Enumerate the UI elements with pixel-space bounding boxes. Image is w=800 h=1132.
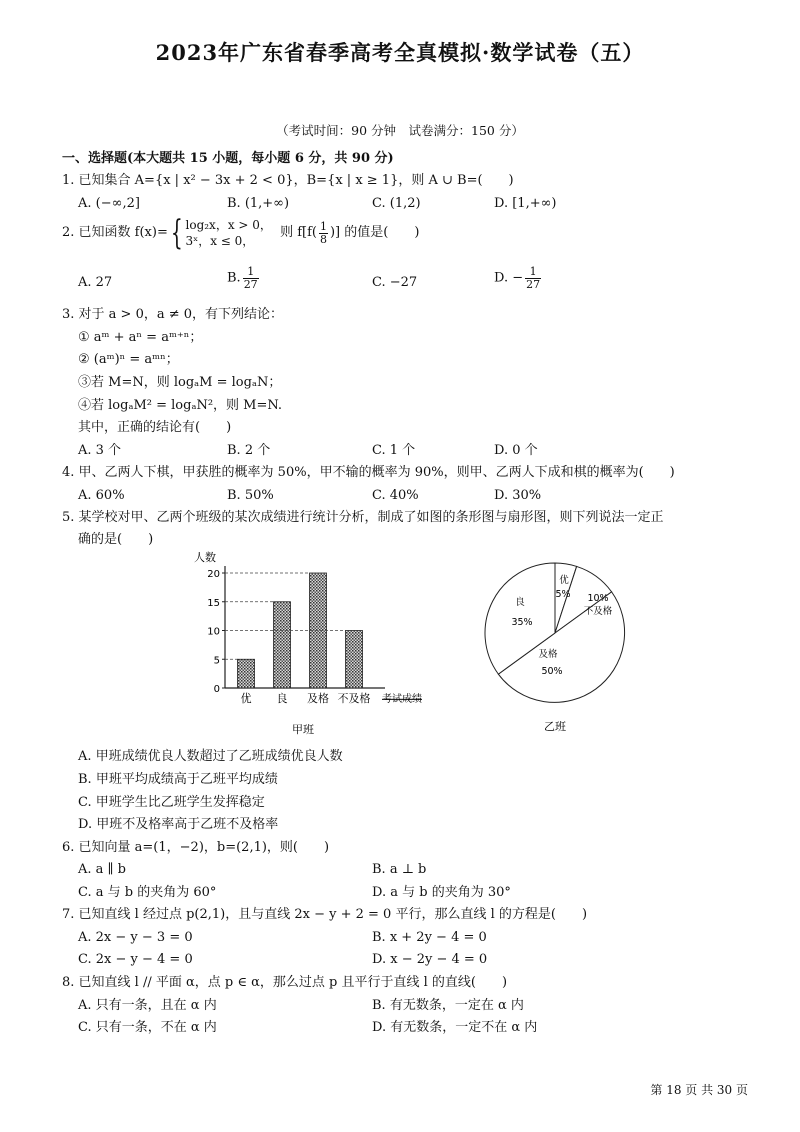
question-6-option-a: A. a ∥ b <box>78 862 126 877</box>
question-5-stem-line-2: 确的是( ) <box>78 532 154 547</box>
question-8-option-b: B. 有无数条，一定在 α 内 <box>372 998 524 1013</box>
question-1-option-c: C. (1,2) <box>372 196 421 211</box>
y-tick-label: 10 <box>207 626 220 638</box>
question-3-option-c: C. 1 个 <box>372 443 416 458</box>
question-3-item-4: ④若 logₐM² = logₐN²，则 M=N. <box>78 398 283 413</box>
question-2-stem <box>62 213 420 253</box>
pie-label-pass: 及格 <box>538 649 558 660</box>
bar-chart-title: 甲班 <box>292 723 314 736</box>
page-title: 2023年广东省春季高考全真模拟·数学试卷（五） <box>155 40 645 65</box>
question-8-option-d: D. 有无数条，一定不在 α 内 <box>372 1020 538 1035</box>
bar-优 <box>238 659 255 688</box>
y-tick-label: 20 <box>207 569 220 580</box>
question-1-option-d: D. [1,+∞) <box>494 196 557 211</box>
question-7-option-d: D. x − 2y − 4 = 0 <box>372 952 488 967</box>
question-6-option-d: D. a 与 b 的夹角为 30° <box>372 885 511 900</box>
question-8-option-c: C. 只有一条，不在 α 内 <box>78 1020 217 1035</box>
pie-label-good: 良 <box>515 597 525 608</box>
question-5-option-b: B. 甲班平均成绩高于乙班平均成绩 <box>78 772 278 787</box>
question-5-option-d: D. 甲班不及格率高于乙班不及格率 <box>78 817 279 832</box>
pie-label-good-pct: 35% <box>511 617 533 628</box>
question-2-mid: 则 f[f( <box>280 225 317 241</box>
question-1-option-a: A. (−∞,2] <box>78 196 140 211</box>
question-4-option-b: B. 50% <box>227 488 274 503</box>
bar-不及格 <box>346 631 363 689</box>
question-2-option-a: A. 27 <box>78 275 113 290</box>
question-2-prefix: 2. 已知函数 f(x)= <box>62 225 168 241</box>
x-tick-label: 优 <box>240 692 252 705</box>
exam-info: （考试时间：90 分钟 试卷满分：150 分） <box>276 123 524 138</box>
question-7-option-a: A. 2x − y − 3 = 0 <box>78 930 193 945</box>
question-5-option-c: C. 甲班学生比乙班学生发挥稳定 <box>78 795 265 810</box>
question-1-option-b: B. (1,+∞) <box>227 196 290 211</box>
pie-chart-title: 乙班 <box>544 720 566 733</box>
question-2-case-1: log₂x，x > 0， <box>185 217 272 232</box>
x-tick-label: 不及格 <box>337 692 371 705</box>
question-5-stem-line-1: 5. 某学校对甲、乙两个班级的某次成绩进行统计分析，制成了如图的条形图与扇形图，则下列说法一定正 <box>62 510 664 525</box>
section-title: 一、选择题(本大题共 15 小题，每小题 6 分，共 90 分) <box>62 151 394 166</box>
question-6-option-c: C. a 与 b 的夹角为 60° <box>78 885 217 900</box>
question-3-stem: 3. 对于 a > 0，a ≠ 0，有下列结论： <box>62 307 284 322</box>
question-2-cases <box>186 217 272 249</box>
pie-label-pass-pct: 50% <box>541 666 563 677</box>
y-tick-label: 5 <box>213 655 220 667</box>
question-7-stem: 7. 已知直线 l 经过点 p(2,1)，且与直线 2x − y + 2 = 0 平行，那么直线 l 的方程是( ) <box>62 907 588 922</box>
bar-chart-class-a <box>190 548 470 743</box>
page-number: 第 18 页 共 30 页 <box>650 1083 748 1097</box>
question-7-option-c: C. 2x − y − 4 = 0 <box>78 952 193 967</box>
question-6-option-b: B. a ⊥ b <box>372 862 427 877</box>
pie-label-fail-pct: 10% <box>587 593 609 604</box>
question-3-question: 其中，正确的结论有( ) <box>78 420 232 435</box>
question-3-item-1: ① aᵐ + aⁿ = aᵐ⁺ⁿ； <box>78 330 203 345</box>
question-2-option-b: B. $\frac{1}{27}$ <box>227 265 258 291</box>
question-8-option-a: A. 只有一条，且在 α 内 <box>78 998 217 1013</box>
question-1-stem: 1. 已知集合 A={x | x² − 3x + 2 < 0}，B={x | x ≥ 1}，则 A ∪ B=( ) <box>62 173 514 188</box>
y-tick-label: 15 <box>207 597 220 609</box>
pie-chart-class-b <box>478 553 648 748</box>
pie-label-excellent-pct: 5% <box>555 589 571 600</box>
question-4-option-c: C. 40% <box>372 488 419 503</box>
x-axis-label: 考试成绩 <box>382 694 422 705</box>
question-3-option-d: D. 0 个 <box>494 443 538 458</box>
question-2-suffix: )] 的值是( ) <box>329 225 420 241</box>
pie-label-fail: 不及格 <box>583 606 613 617</box>
question-3-option-b: B. 2 个 <box>227 443 271 458</box>
x-tick-label: 良 <box>276 692 288 705</box>
piecewise-brace-icon: { <box>170 213 183 253</box>
question-2-case-2: 3ˣ，x ≤ 0， <box>185 234 255 248</box>
question-3-item-2: ② (aᵐ)ⁿ = aᵐⁿ； <box>78 352 179 367</box>
y-tick-label: 0 <box>213 684 220 695</box>
question-4-stem: 4. 甲、乙两人下棋，甲获胜的概率为 50%，甲不输的概率为 90%，则甲、乙两人下成和棋的概率为( ) <box>62 465 675 480</box>
question-2-option-c: C. −27 <box>372 275 418 290</box>
question-6-stem: 6. 已知向量 a=(1，−2)，b=(2,1)，则( ) <box>62 840 330 855</box>
question-7-option-b: B. x + 2y − 4 = 0 <box>372 930 487 945</box>
question-8-stem: 8. 已知直线 l // 平面 α，点 p ∈ α，那么过点 p 且平行于直线 l 的直线( ) <box>62 975 508 990</box>
question-5-option-a: A. 甲班成绩优良人数超过了乙班成绩优良人数 <box>78 749 343 764</box>
question-2-option-d: D. − $\frac{1}{27}$ <box>494 265 541 291</box>
pie-label-excellent: 优 <box>559 575 569 586</box>
y-axis-label: 人数 <box>194 551 216 564</box>
bar-良 <box>274 602 291 688</box>
question-2-fraction: $\frac{1}{8}$ <box>319 219 327 246</box>
question-4-option-a: A. 60% <box>78 488 125 503</box>
question-3-item-3: ③若 M=N，则 logₐM = logₐN； <box>78 375 282 390</box>
x-tick-label: 及格 <box>307 692 329 705</box>
question-3-option-a: A. 3 个 <box>78 443 122 458</box>
question-4-option-d: D. 30% <box>494 488 542 503</box>
